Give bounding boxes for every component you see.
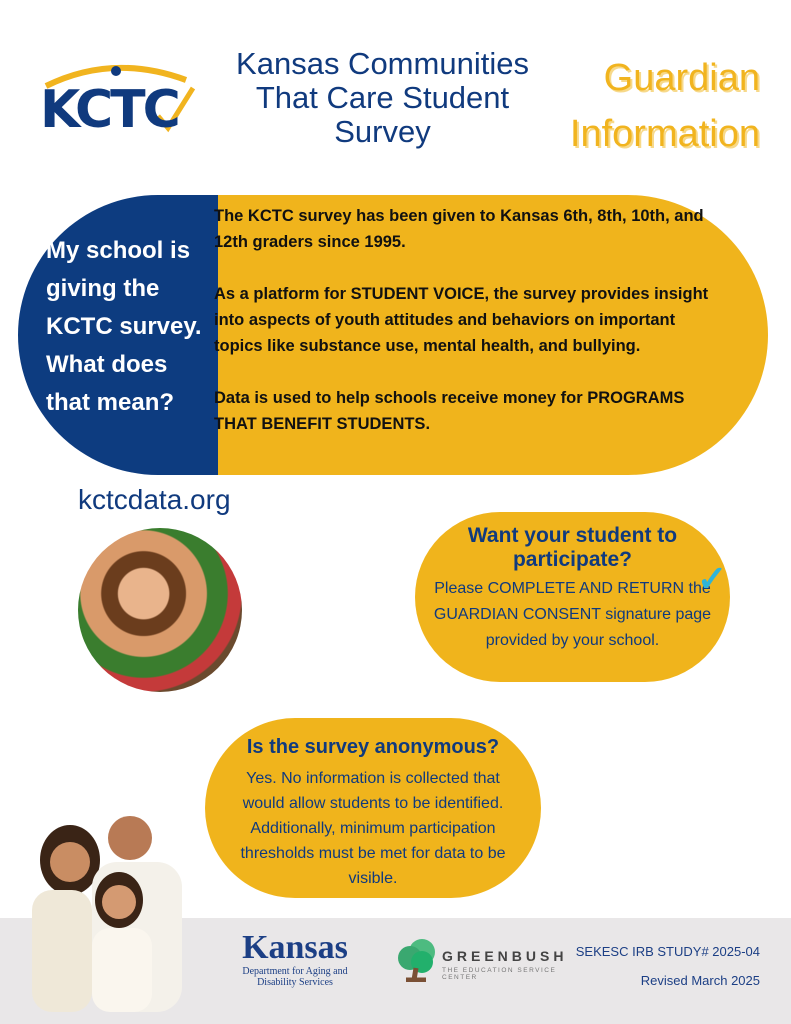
greenbush-subtitle: THE EDUCATION SERVICE CENTER — [442, 967, 557, 981]
kansas-logo-subtitle: Department for Aging and Disability Services — [242, 966, 348, 988]
tree-icon — [392, 938, 440, 982]
irb-study-number: SEKESC IRB STUDY# 2025-04 — [575, 944, 760, 959]
kansas-logo-text: Kansas — [242, 929, 348, 966]
anonymous-panel — [205, 718, 541, 898]
revised-date: Revised March 2025 — [640, 973, 760, 988]
students-photo — [78, 528, 242, 692]
greenbush-name: GREENBUSH — [442, 948, 568, 964]
page-title: Kansas Communities That Care Student Survey — [236, 46, 529, 149]
anonymous-heading: Is the survey anonymous? — [246, 736, 500, 758]
kctc-logo: KCTC — [38, 58, 198, 138]
heading-line: Guardian — [603, 57, 760, 99]
intro-question: My school is giving the KCTC survey. What does that mean? — [46, 237, 202, 416]
intro-paragraph: Data is used to help schools receive money for PROGRAMS THAT BENEFIT STUDENTS. — [214, 389, 685, 433]
intro-paragraph: The KCTC survey has been given to Kansas 6th, 8th, 10th, and 12th graders since 1995. — [214, 207, 704, 251]
intro-paragraph: As a platform for STUDENT VOICE, the survey provides insight into aspects of youth attitudes and behaviors on important topics like substance use, mental health, and bullying. — [214, 285, 709, 355]
checkmark-icon: ✓ — [697, 558, 728, 599]
anonymous-text: Yes. No information is collected that would allow students to be identified. Additionally, minimum participation thresholds must be met for data to be visible. — [240, 770, 506, 887]
participate-text: Please COMPLETE AND RETURN the GUARDIAN CONSENT signature page provided by your school. — [433, 580, 712, 649]
participate-panel — [415, 512, 730, 682]
heading-line: Information — [569, 113, 760, 155]
greenbush-logo — [392, 938, 572, 982]
website-link[interactable]: kctcdata.org — [78, 484, 231, 515]
family-photo — [22, 800, 212, 1012]
guardian-information-heading — [545, 50, 760, 162]
intro-text — [214, 203, 714, 463]
participate-heading: Want your student to participate? — [467, 524, 678, 571]
kansas-kdads-logo — [240, 930, 350, 988]
